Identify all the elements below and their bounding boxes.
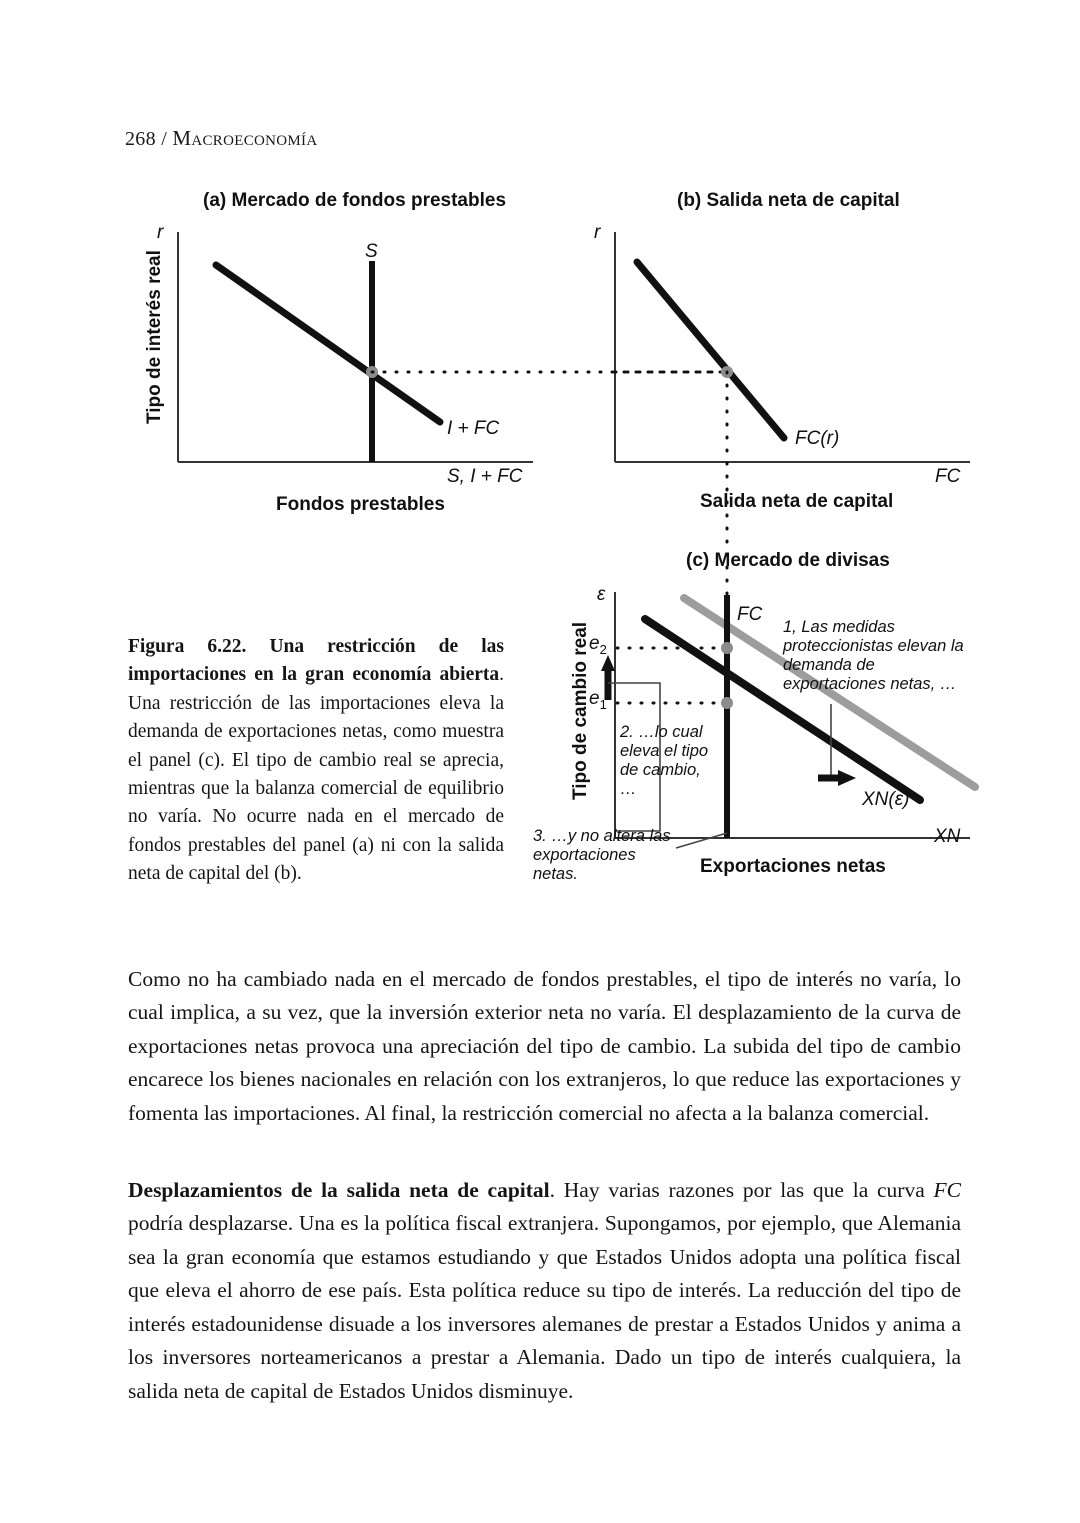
panel-c-equilibrium-point-old <box>721 697 733 709</box>
panel-c-level-e2 <box>589 633 607 657</box>
panel-c-y-axis-name: Tipo de cambio real <box>570 621 591 800</box>
panel-a-y-axis-name: Tipo de interés real <box>144 250 165 424</box>
panel-c-x-axis-symbol: XN <box>934 826 961 847</box>
panel-c-level-e2-letter: e <box>589 633 600 654</box>
body-paragraph-2-part-a: . Hay varias razones por las que la curva <box>549 1177 934 1202</box>
panel-c-level-e1 <box>589 688 607 712</box>
annotation-3-leader <box>676 833 727 848</box>
body-paragraph-2 <box>128 1174 961 1409</box>
panel-a-curve-s-label: S <box>365 241 378 262</box>
panel-b-graph <box>615 232 970 596</box>
panel-a-curve-i-plus-fc <box>216 265 440 422</box>
panel-a-x-axis-name: Fondos prestables <box>276 494 445 515</box>
figure-caption <box>128 633 504 889</box>
panel-a-y-axis-symbol: r <box>157 222 164 243</box>
annotation-1-text: 1, Las medidas proteccionistas elevan la demanda de exportaciones netas, … <box>783 618 964 693</box>
panel-a-title: (a) Mercado de fondos prestables <box>203 190 507 211</box>
panel-b-curve-fc-r <box>637 262 784 438</box>
panel-c-level-e2-sub: 2 <box>599 641 607 657</box>
annotation-2-text: 2. …lo cual eleva el tipo de cambio, … <box>620 723 709 798</box>
figure-caption-title: Figura 6.22. Una restricción de las importaciones en la gran economía abierta <box>128 636 504 686</box>
page-number: 268 <box>125 128 156 150</box>
body-paragraph-2-heading: Desplazamientos de la salida neta de capital <box>128 1177 550 1202</box>
panel-b-y-axis-symbol: r <box>594 222 601 243</box>
body-paragraph-2-term: FC <box>933 1177 961 1202</box>
panel-c-level-e1-letter: e <box>589 688 600 709</box>
annotation-3-text: 3. …y no altera las exportaciones netas. <box>533 827 671 883</box>
panel-c-curve-xn-label: XN(ε) <box>862 789 910 810</box>
panel-c-curve-fc-label: FC <box>737 604 763 625</box>
panel-b-x-axis-symbol: FC <box>935 466 961 487</box>
running-head-separator: / <box>161 128 168 150</box>
panel-c-equilibrium-point-new <box>721 642 733 654</box>
panel-c-title: (c) Mercado de divisas <box>686 550 890 571</box>
panel-b-x-axis-name: Salida neta de capital <box>700 491 894 512</box>
panel-c-level-e1-sub: 1 <box>599 696 607 712</box>
body-paragraph-1: Como no ha cambiado nada en el mercado de fondos prestables, el tipo de interés no varía, lo cual implica, a su vez, que la inversión exterior neta no varía. El desplazamiento de la curva de exportaciones netas provoca una apreciación del tipo de cambio. La subida del tipo de cambio encarece los bienes nacionales en relación con los extranjeros, lo que reduce las exportaciones y fomenta las importaciones. Al final, la restricción comercial no afecta a la balanza comercial. <box>128 966 961 1125</box>
panel-a-x-axis-symbol: S, I + FC <box>447 466 523 487</box>
panel-c-y-axis-symbol: ε <box>597 584 606 605</box>
book-title: Macroeconomía <box>172 126 318 150</box>
figure-caption-body: . Una restricción de las importaciones eleva la demanda de exportaciones netas, como muestra el panel (c). El tipo de cambio real se aprecia, mientras que la balanza comercial de equilibrio no varía. No ocurre nada en el mercado de fondos prestables del panel (a) ni con la salida neta de capital del (b). <box>128 664 504 885</box>
panel-c-x-axis-name: Exportaciones netas <box>700 856 886 877</box>
body-paragraph-2-part-b: podría desplazarse. Una es la política fiscal extranjera. Supongamos, por ejemplo, que Alemania sea la gran economía que estamos estudiando y que Estados Unidos adopta una política fiscal que eleva el ahorro de ese país. Esta política reduce su tipo de interés. La reducción del tipo de interés estadounidense disuade a los inversores alemanes de prestar a Estados Unidos y anima a los inversores norteamericanos a prestar a Alemania. Dado un tipo de interés cualquiera, la salida neta de capital de Estados Unidos disminuye. <box>128 1211 961 1404</box>
panel-b-curve-label: FC(r) <box>795 428 840 449</box>
panel-a-curve-i-fc-label: I + FC <box>447 418 500 439</box>
panel-b-title: (b) Salida neta de capital <box>677 190 900 211</box>
